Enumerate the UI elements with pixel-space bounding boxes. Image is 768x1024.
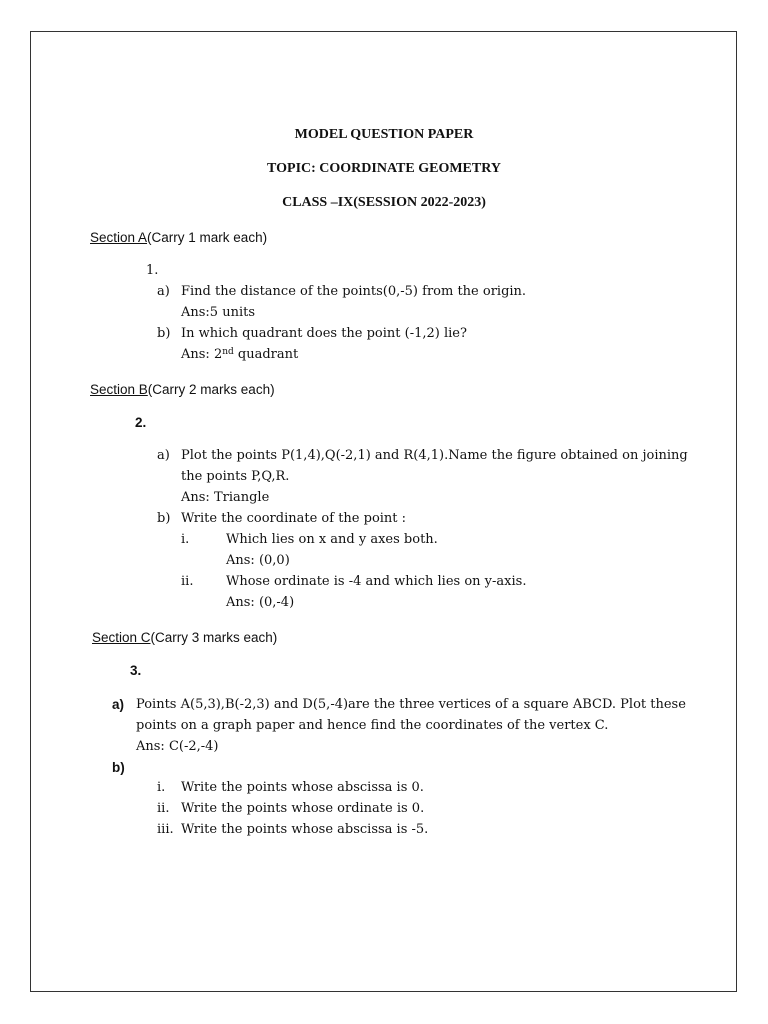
paper-class-session: CLASS –IX(SESSION 2022-2023) [282,195,486,210]
q2-b-marker: b) [157,511,171,526]
q3-b-ii-text: Write the points whose ordinate is 0. [181,801,425,816]
q3-b-iii-text: Write the points whose abscissa is -5. [181,822,429,837]
q3-a-marker: a) [112,697,125,712]
section-c-marks: (Carry 3 marks each) [150,630,278,645]
q2-b-i-marker: i. [181,532,190,547]
section-c-heading [92,630,277,646]
q2-a-question-line2: the points P,Q,R. [181,469,290,484]
q1-b-answer-suffix: quadrant [233,347,299,362]
q2-b-ii-marker: ii. [181,574,194,589]
question-3-number: 3. [130,663,142,678]
q2-b-i-text: Which lies on x and y axes both. [226,532,438,547]
q3-b-i-marker: i. [157,780,166,795]
q2-a-answer: Ans: Triangle [181,490,270,505]
section-b-marks: (Carry 2 marks each) [147,382,275,397]
section-b-heading [90,382,275,398]
q3-b-i-text: Write the points whose abscissa is 0. [181,780,424,795]
q3-a-question-line2: points on a graph paper and hence find the coordinates of the vertex C. [136,718,609,733]
paper-title: MODEL QUESTION PAPER [294,127,474,142]
section-c-label: Section C [92,630,151,645]
q3-b-iii-marker: iii. [157,822,174,837]
q2-b-question: Write the coordinate of the point : [181,511,407,526]
q1-b-answer [181,347,298,363]
section-a-heading [90,230,267,246]
q1-a-question: Find the distance of the points(0,-5) from the origin. [181,284,527,299]
q1-a-answer: Ans:5 units [181,305,256,320]
section-a-marks: (Carry 1 mark each) [147,230,268,245]
q2-b-ii-answer: Ans: (0,-4) [226,595,295,610]
q3-b-marker: b) [112,760,125,775]
q3-b-ii-marker: ii. [157,801,170,816]
q2-a-question-line1: Plot the points P(1,4),Q(-2,1) and R(4,1).Name the figure obtained on joining [181,448,688,463]
q3-a-answer: Ans: C(-2,-4) [136,739,219,754]
section-a-label: Section A [90,230,148,245]
q1-b-marker: b) [157,326,171,341]
q2-b-ii-text: Whose ordinate is -4 and which lies on y-axis. [226,574,527,589]
q2-a-marker: a) [157,448,170,463]
q1-a-marker: a) [157,284,170,299]
q1-b-answer-text: Ans: 2 [181,347,223,362]
question-2-number: 2. [135,415,147,430]
section-b-label: Section B [90,382,148,397]
question-1-number: 1. [146,263,159,278]
q1-b-answer-superscript: nd [222,347,234,357]
q3-a-question-line1: Points A(5,3),B(-2,3) and D(5,-4)are the three vertices of a square ABCD. Plot these [136,697,686,712]
q1-b-question: In which quadrant does the point (-1,2) lie? [181,326,467,341]
paper-topic: TOPIC: COORDINATE GEOMETRY [267,161,501,176]
q2-b-i-answer: Ans: (0,0) [226,553,290,568]
